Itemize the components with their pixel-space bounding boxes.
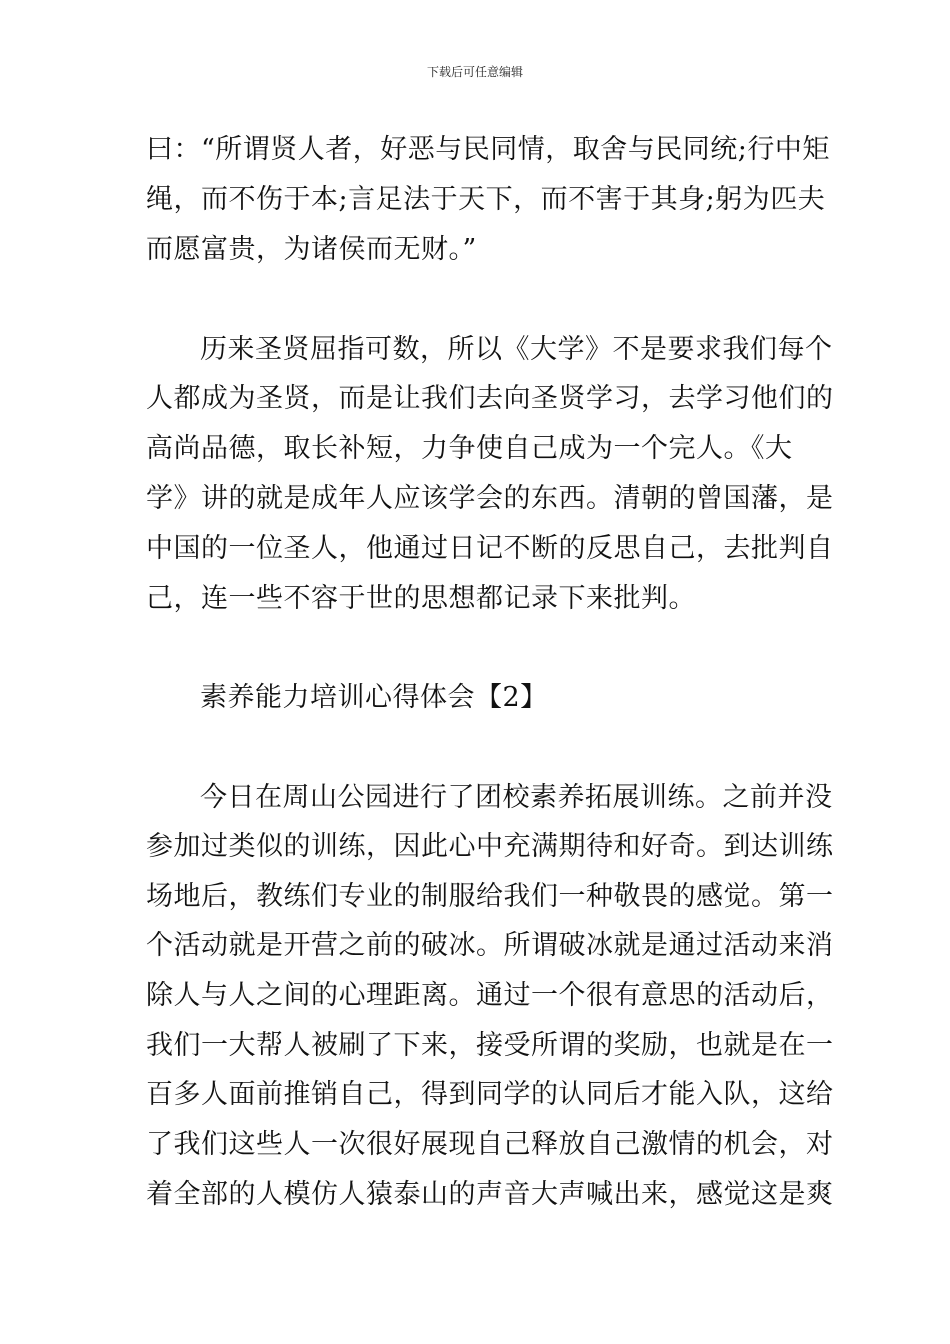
quote-line-3: 而愿富贵，为诸侯而无财。” (146, 234, 477, 265)
paragraph-1-line-3: 高尚品德，取长补短，力争使自己成为一个完人。《大 (146, 433, 793, 464)
paragraph-2-line-5: 除人与人之间的心理距离。通过一个很有意思的活动后， (146, 980, 834, 1011)
paragraph-2-line-2: 参加过类似的训练，因此心中充满期待和好奇。到达训练 (146, 831, 834, 862)
quote-line-2: 绳，而不伤于本;言足法于天下，而不害于其身;躬为匹夫 (146, 184, 826, 215)
paragraph-2-line-4: 个活动就是开营之前的破冰。所谓破冰就是通过活动来消 (146, 930, 834, 961)
paragraph-1-line-4: 学》讲的就是成年人应该学会的东西。清朝的曾国藩，是 (146, 483, 834, 514)
paragraph-2-line-9: 着全部的人模仿人猿泰山的声音大声喊出来，感觉这是爽 (146, 1179, 834, 1210)
paragraph-2-line-8: 了我们这些人一次很好展现自己释放自己激情的机会，对 (146, 1129, 834, 1160)
paragraph-2-line-7: 百多人面前推销自己，得到同学的认同后才能入队，这给 (146, 1079, 834, 1110)
paragraph-2-line-6: 我们一大帮人被刷了下来，接受所谓的奖励，也就是在一 (146, 1030, 834, 1061)
paragraph-1-line-5: 中国的一位圣人，他通过日记不断的反思自己，去批判自 (146, 533, 834, 564)
page-header: 下载后可任意编辑 (426, 65, 523, 79)
paragraph-2-line-1: 今日在周山公园进行了团校素养拓展训练。之前并没 (200, 782, 833, 813)
paragraph-1-line-2: 人都成为圣贤，而是让我们去向圣贤学习，去学习他们的 (146, 383, 834, 414)
quote-line-1: 曰：“所谓贤人者，好恶与民同情，取舍与民同统;行中矩 (146, 134, 830, 165)
paragraph-2-line-3: 场地后，教练们专业的制服给我们一种敬畏的感觉。第一 (146, 881, 834, 912)
paragraph-1-line-1: 历来圣贤屈指可数，所以《大学》不是要求我们每个 (200, 334, 833, 365)
paragraph-1-line-6: 己，连一些不容于世的思想都记录下来批判。 (146, 583, 696, 614)
section-heading: 素养能力培训心得体会【2】 (200, 682, 548, 713)
